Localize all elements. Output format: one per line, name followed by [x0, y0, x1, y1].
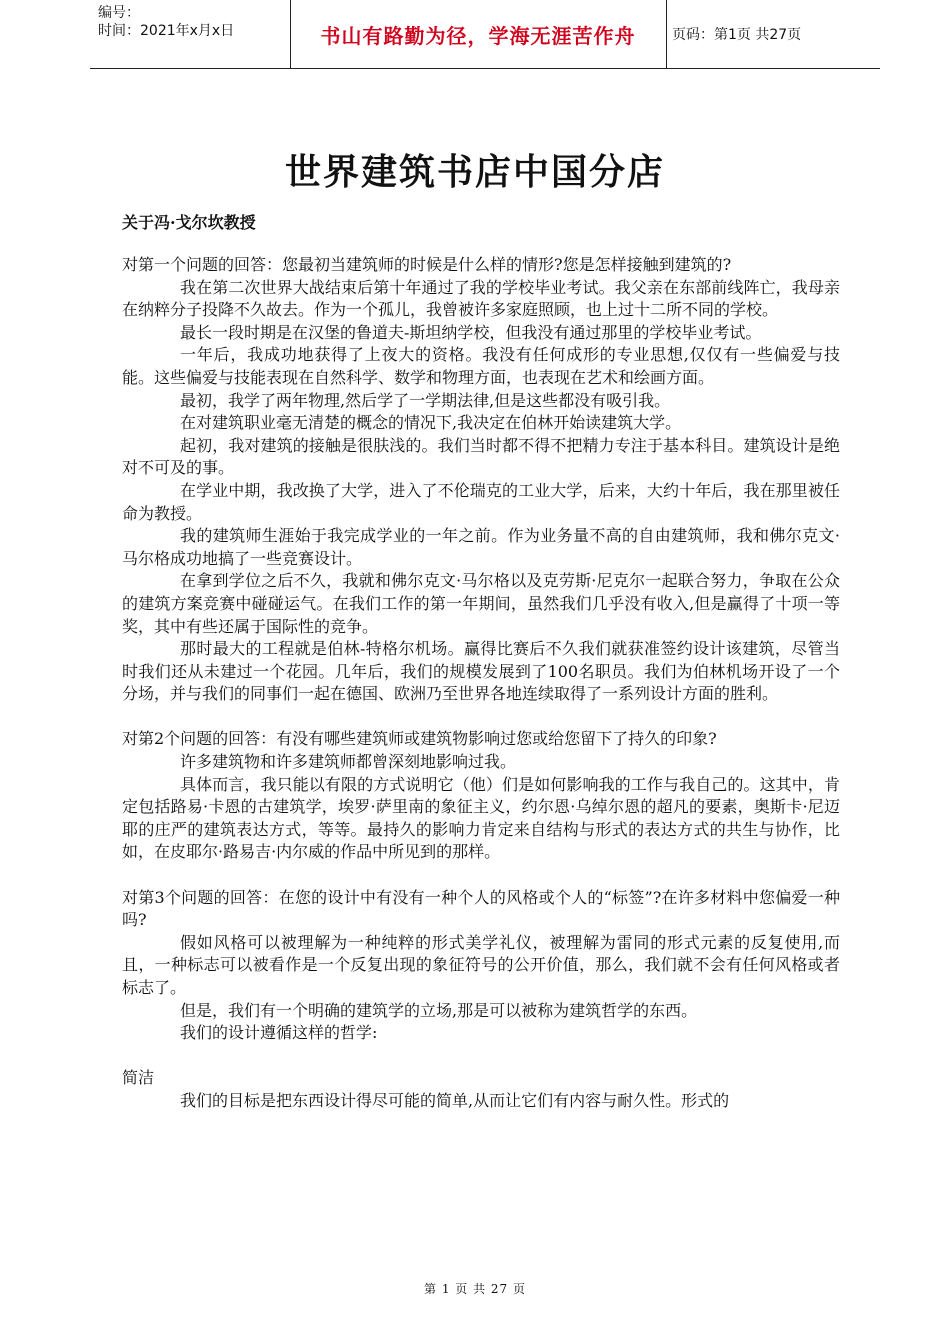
question-paragraph: 对第2个问题的回答：有没有哪些建筑师或建筑物影响过您或给您留下了持久的印象? [122, 729, 717, 749]
document-title: 世界建筑书店中国分店 [284, 151, 665, 193]
header-divider [290, 0, 291, 68]
header-time: 时间：2021年x月x日 [98, 23, 235, 39]
body-paragraph: 许多建筑物和许多建筑师都曾深刻地影响过我。 [180, 752, 517, 772]
page-footer: 第 1 页 共 27 页 [424, 1282, 526, 1296]
document-subtitle: 关于冯·戈尔坎教授 [122, 213, 256, 232]
header-meta [98, 4, 288, 40]
body-paragraph: 最长一段时期是在汉堡的鲁道夫-斯坦纳学校，但我没有通过那里的学校毕业考试。 [180, 322, 762, 342]
question-paragraph: 对第3个问题的回答：在您的设计中有没有一种个人的风格或个人的“标签”?在许多材料中您偏爱一种吗? [122, 887, 840, 930]
question-paragraph: 简洁 [122, 1068, 155, 1088]
body-paragraph: 我在第二次世界大战结束后第十年通过了我的学校毕业考试。我父亲在东部前线阵亡，我母亲在纳粹分子投降不久故去。作为一个孤儿，我曾被许多家庭照顾，也上过十二所不同的学校。 [122, 277, 840, 320]
paragraph-gap [122, 864, 840, 887]
body-paragraph: 假如风格可以被理解为一种纯粹的形式美学礼仪，被理解为雷同的形式元素的反复使用,而且，一种标志可以被看作是一个反复出现的象征符号的公开价值，那么，我们就不会有任何风格或者标志了。 [122, 932, 840, 997]
header-motto: 书山有路勤为径，学海无涯苦作舟 [320, 23, 636, 48]
paragraph-gap [122, 1045, 840, 1068]
body-paragraph: 在拿到学位之后不久，我就和佛尔克文·马尔格以及克劳斯·尼克尔一起联合努力，争取在公众的建筑方案竞赛中碰碰运气。在我们工作的第一年期间，虽然我们几乎没有收入,但是赢得了十项一等奖，其中有些还属于国际性的竞争。 [122, 571, 840, 636]
page-header [0, 0, 950, 70]
body-paragraph: 我的建筑师生涯始于我完成学业的一年之前。作为业务量不高的自由建筑师，我和佛尔克文·马尔格成功地搞了一些竞赛设计。 [122, 526, 840, 568]
header-number: 编号： [98, 5, 140, 21]
body-paragraph: 在对建筑职业毫无清楚的概念的情况下,我决定在伯林开始读建筑大学。 [180, 413, 682, 433]
header-rule [90, 68, 880, 69]
paragraph-gap [122, 706, 840, 729]
body-paragraph: 最初，我学了两年物理,然后学了一学期法律,但是这些都没有吸引我。 [180, 390, 671, 410]
body-paragraph: 那时最大的工程就是伯林-特格尔机场。赢得比赛后不久我们就获准签约设计该建筑，尽管当时我们还从未建过一个花园。几年后，我们的规模发展到了100名职员。我们为伯林机场开设了一个分场，并与我们的同事们一起在德国、欧洲乃至世界各地连续取得了一系列设计方面的胜利。 [122, 639, 840, 704]
question-paragraph: 对第一个问题的回答：您最初当建筑师的时候是什么样的情形?您是怎样接触到建筑的? [122, 255, 732, 274]
body-paragraph: 起初，我对建筑的接触是很肤浅的。我们当时都不得不把精力专注于基本科目。建筑设计是绝对不可及的事。 [122, 435, 840, 478]
document-body [122, 254, 840, 1113]
body-paragraph: 一年后，我成功地获得了上夜大的资格。我没有任何成形的专业思想,仅仅有一些偏爱与技能。这些偏爱与技能表现在自然科学、数学和物理方面，也表现在艺术和绘画方面。 [122, 345, 840, 387]
body-paragraph: 我们的目标是把东西设计得尽可能的简单,从而让它们有内容与耐久性。形式的 [180, 1090, 730, 1110]
body-paragraph: 我们的设计遵循这样的哲学: [180, 1023, 378, 1043]
header-page-info: 页码：第1页 共27页 [672, 27, 802, 43]
body-paragraph: 但是，我们有一个明确的建筑学的立场,那是可以被称为建筑哲学的东西。 [180, 1000, 698, 1020]
header-divider [666, 0, 667, 68]
body-paragraph: 具体而言，我只能以有限的方式说明它（他）们是如何影响我的工作与我自己的。这其中，肯定包括路易·卡恩的古建筑学，埃罗·萨里南的象征主义，约尔恩·乌绰尔恩的超凡的要素，奥斯卡·尼迈耶的庄严的建筑表达方式，等等。最持久的影响力肯定来自结构与形式的表达方式的共生与协作，比如，在皮耶尔·路易吉·内尔威的作品中所见到的那样。 [122, 774, 840, 862]
body-paragraph: 在学业中期，我改换了大学，进入了不伦瑞克的工业大学，后来，大约十年后，我在那里被任命为教授。 [122, 480, 840, 523]
